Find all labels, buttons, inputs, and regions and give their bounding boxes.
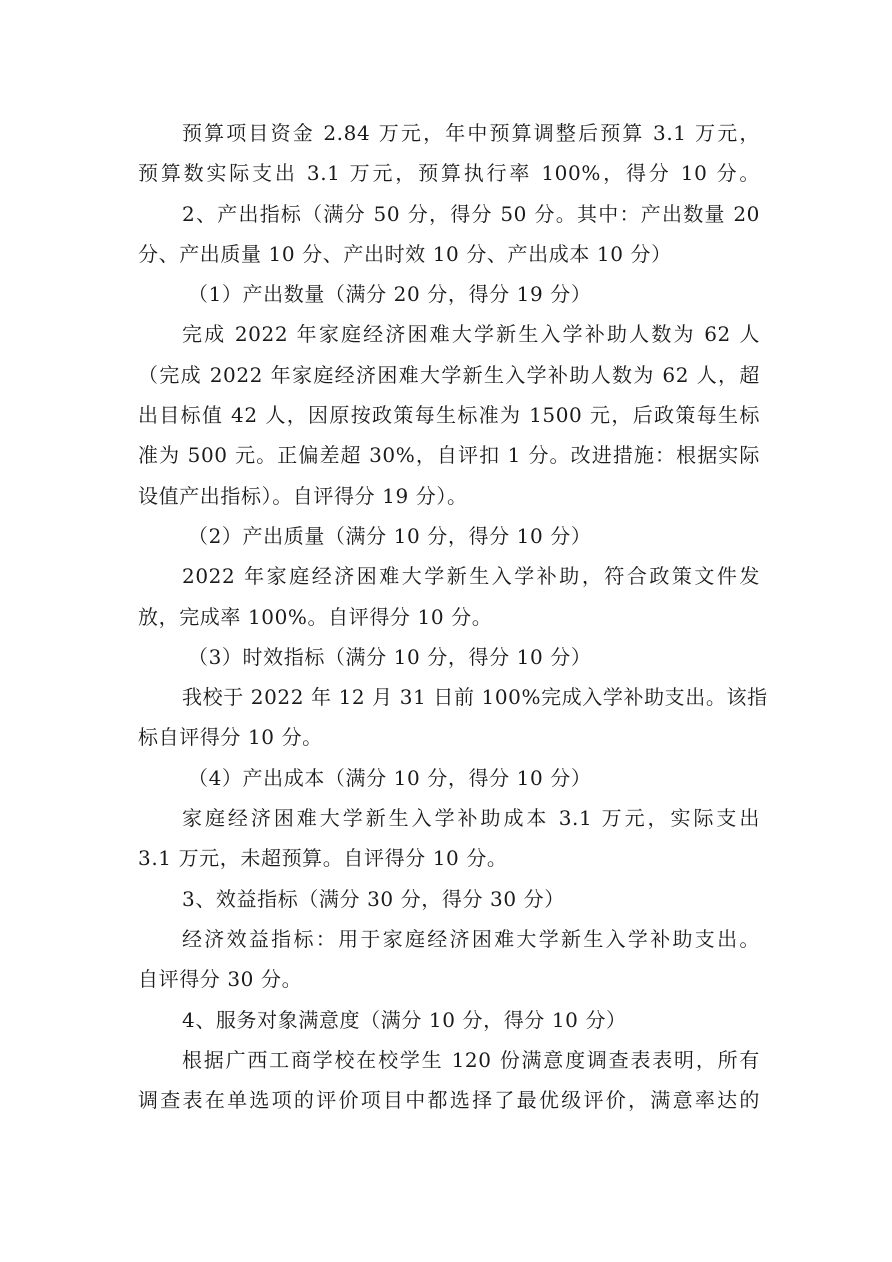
section-heading: 分、产出质量 10 分、产出时效 10 分、产出成本 10 分） bbox=[138, 241, 672, 266]
paragraph-line: 根据广西工商学校在校学生 120 份满意度调查表表明，所有 bbox=[182, 1047, 760, 1072]
paragraph-line: 预算数实际支出 3.1 万元，预算执行率 100%，得分 10 分。 bbox=[138, 161, 760, 186]
section-heading: 4、服务对象满意度（满分 10 分，得分 10 分） bbox=[182, 1007, 627, 1032]
subsection-heading: （2）产出质量（满分 10 分，得分 10 分） bbox=[188, 523, 592, 548]
subsection-heading: （4）产出成本（满分 10 分，得分 10 分） bbox=[188, 765, 592, 790]
paragraph-line: 我校于 2022 年 12 月 31 日前 100%完成入学补助支出。该指 bbox=[182, 685, 768, 710]
paragraph-line: 家庭经济困难大学新生入学补助成本 3.1 万元，实际支出 bbox=[182, 806, 760, 831]
paragraph-line: 经济效益指标：用于家庭经济困难大学新生入学补助支出。 bbox=[182, 926, 760, 951]
subsection-heading: （3）时效指标（满分 10 分，得分 10 分） bbox=[188, 644, 592, 669]
paragraph-line: 完成 2022 年家庭经济困难大学新生入学补助人数为 62 人 bbox=[182, 322, 760, 347]
paragraph-line: （完成 2022 年家庭经济困难大学新生入学补助人数为 62 人，超 bbox=[138, 362, 760, 387]
paragraph-line: 放，完成率 100%。自评得分 10 分。 bbox=[138, 604, 493, 629]
paragraph-line: 预算项目资金 2.84 万元，年中预算调整后预算 3.1 万元， bbox=[182, 121, 760, 145]
subsection-heading: （1）产出数量（满分 20 分，得分 19 分） bbox=[188, 282, 592, 307]
paragraph-line: 2022 年家庭经济困难大学新生入学补助，符合政策文件发 bbox=[182, 564, 760, 589]
paragraph-line: 调查表在单选项的评价项目中都选择了最优级评价，满意率达的 bbox=[138, 1088, 760, 1113]
paragraph-line: 设值产出指标）。自评得分 19 分）。 bbox=[138, 483, 468, 508]
paragraph-line: 自评得分 30 分。 bbox=[138, 967, 303, 992]
document-body bbox=[138, 113, 768, 1120]
paragraph-line: 标自评得分 10 分。 bbox=[138, 725, 323, 750]
section-heading: 2、产出指标（满分 50 分，得分 50 分。其中：产出数量 20 bbox=[182, 201, 760, 226]
section-heading: 3、效益指标（满分 30 分，得分 30 分） bbox=[182, 886, 565, 911]
paragraph-line: 3.1 万元，未超预算。自评得分 10 分。 bbox=[138, 846, 508, 871]
paragraph-line: 准为 500 元。正偏差超 30%，自评扣 1 分。改进措施：根据实际 bbox=[138, 443, 760, 468]
paragraph-line: 出目标值 42 人，因原按政策每生标准为 1500 元，后政策每生标 bbox=[138, 403, 760, 428]
